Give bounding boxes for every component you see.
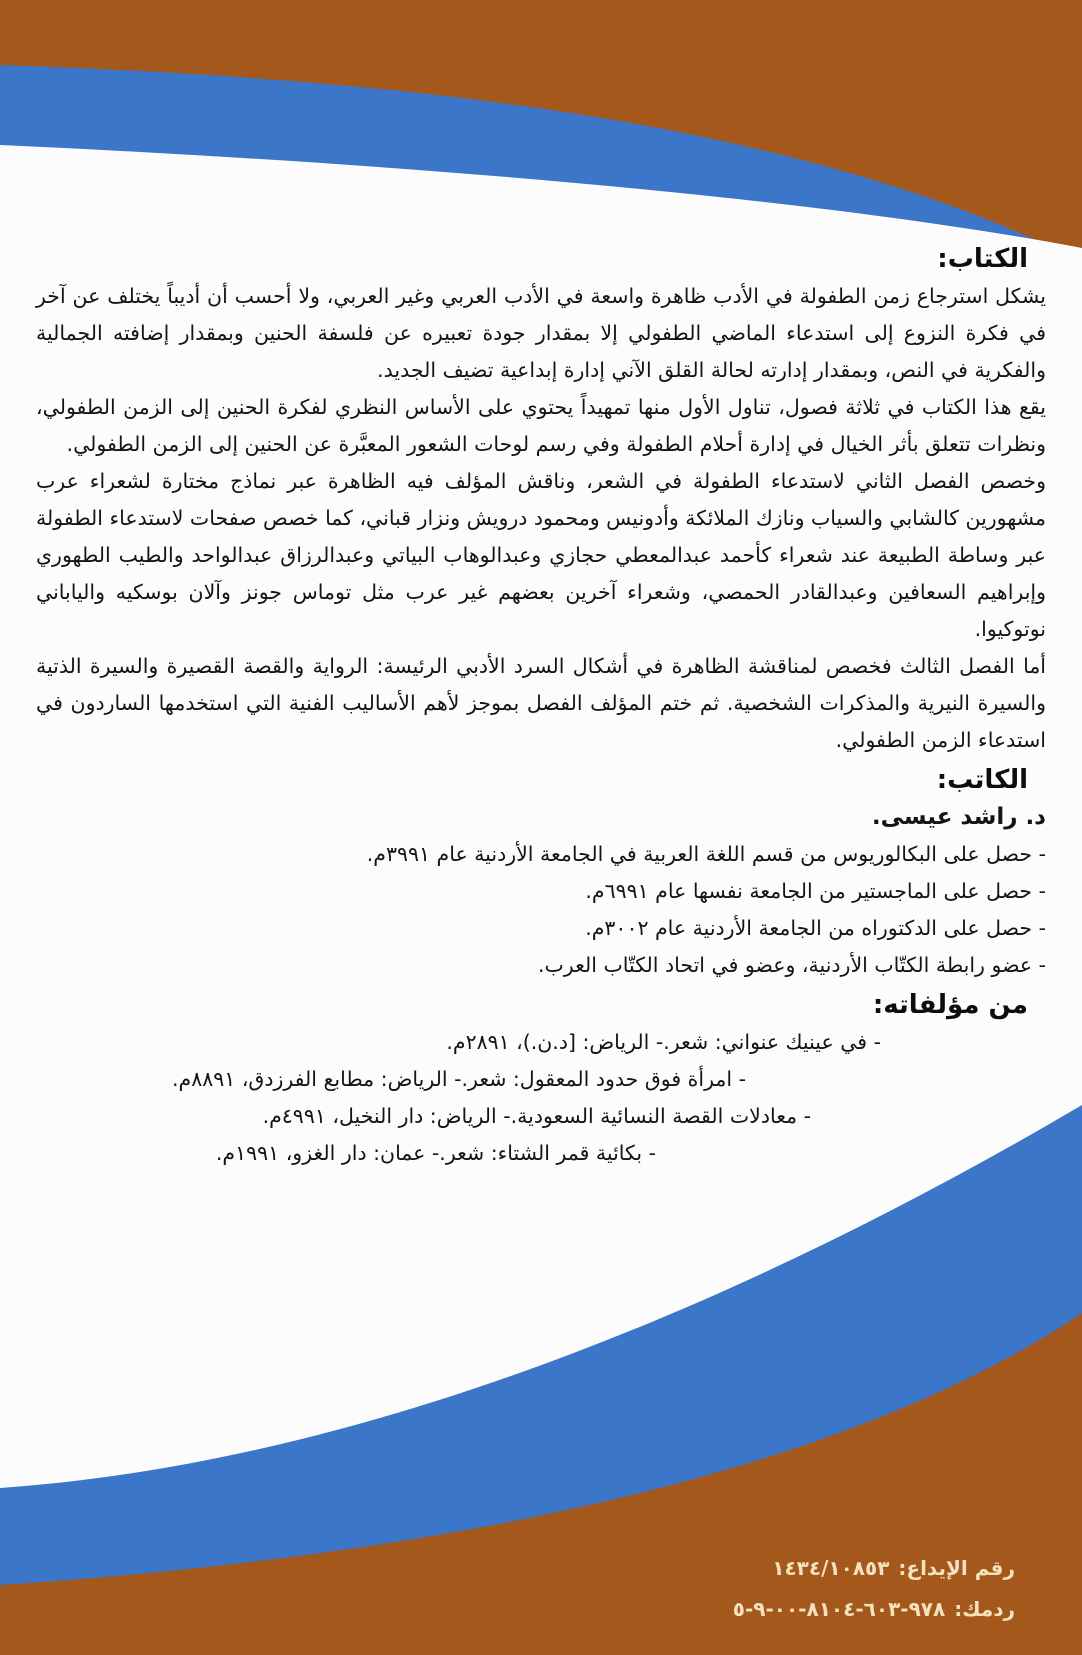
works-section-heading: من مؤلفاته:: [872, 990, 1028, 1020]
author-credential-item: - حصل على الدكتوراه من الجامعة الأردنية عام ٣٠٠٢م.: [585, 916, 1046, 940]
author-credential-item: - عضو رابطة الكتّاب الأردنية، وعضو في اتحاد الكتّاب العرب.: [537, 953, 1046, 977]
legal-footer: [733, 1548, 1015, 1630]
author-section-heading: الكاتب:: [936, 765, 1028, 795]
isbn-label: ردمك:: [954, 1597, 1015, 1621]
book-paragraph: يشكل استرجاع زمن الطفولة في الأدب ظاهرة واسعة في الأدب العربي وغير العربي، ولا أحسب أن أديباً يختلف عن آخر في فكرة النزوع إلى استدعاء الماضي الطفولي إلا بمقدار جودة تعبيره عن فلسفة الحنين وبمقدار إضافته الجمالية والفكرية في النص، وبمقدار إدارته لحالة القلق الآني إدارة إبداعية تضيف الجديد.: [36, 284, 1046, 382]
author-credential-item: - حصل على البكالوريوس من قسم اللغة العربية في الجامعة الأردنية عام ٣٩٩١م.: [366, 842, 1046, 866]
work-item: - بكائية قمر الشتاء: شعر.- عمان: دار الغزو، ١٩٩١م.: [215, 1141, 656, 1165]
work-item: - معادلات القصة النسائية السعودية.- الرياض: دار النخيل، ٤٩٩١م.: [262, 1104, 811, 1128]
author-credential-item: - حصل على الماجستير من الجامعة نفسها عام ٦٩٩١م.: [585, 879, 1046, 903]
work-item: - في عينيك عنواني: شعر.- الرياض: [د.ن.)، ٢٨٩١م.: [446, 1030, 881, 1054]
deposit-number-line: [733, 1548, 1015, 1589]
book-paragraph: وخصص الفصل الثاني لاستدعاء الطفولة في الشعر، وناقش المؤلف فيه الظاهرة عبر نماذج مختارة لشعراء عرب مشهورين كالشابي والسياب ونازك الملائكة وأدونيس ومحمود درويش ونزار قباني، كما خصص صفحات لاستدعاء الطفولة عبر وساطة الطبيعة عند شعراء كأحمد عبدالمعطي حجازي وعبدالوهاب البياتي وعبدالرزاق عبدالواحد والطيب الطهوري وإبراهيم السعافين وعبدالقادر الحمصي، وشعراء آخرين بعضهم غير عرب مثل توماس جونز وآلان بوسكيه والياباني نوتوكيوا.: [36, 469, 1046, 641]
deposit-number-label: رقم الإيداع:: [898, 1556, 1015, 1580]
author-name: د. راشد عيسى.: [871, 804, 1046, 830]
isbn-value: ٩٧٨-٦٠٣-٨١٠٤-٠٠-٩-٥: [732, 1597, 946, 1621]
book-section-heading: الكتاب:: [937, 244, 1028, 274]
book-paragraph: أما الفصل الثالث فخصص لمناقشة الظاهرة في أشكال السرد الأدبي الرئيسة: الرواية والقصة القصيرة والسيرة الذتية والسيرة النيرية والمذكرات الشخصية. ثم ختم المؤلف الفصل بموجز لأهم الأساليب الفنية التي استخدمها الساردون في استدعاء الزمن الطفولي.: [36, 654, 1046, 752]
work-item: - امرأة فوق حدود المعقول: شعر.- الرياض: مطابع الفرزدق، ٨٨٩١م.: [172, 1067, 746, 1091]
deposit-number-value: ١٤٣٤/١٠٨٥٣: [772, 1556, 890, 1580]
book-paragraph: يقع هذا الكتاب في ثلاثة فصول، تناول الأول منها تمهيداً يحتوي على الأساس النظري لفكرة الحنين إلى الزمن الطفولي، ونظرات تتعلق بأثر الخيال في إدارة أحلام الطفولة وفي رسم لوحات الشعور المعبَّرة عن الحنين إلى الزمن الطفولي.: [36, 395, 1046, 456]
cover-text-panel: [0, 238, 1082, 1172]
isbn-line: [733, 1589, 1015, 1630]
